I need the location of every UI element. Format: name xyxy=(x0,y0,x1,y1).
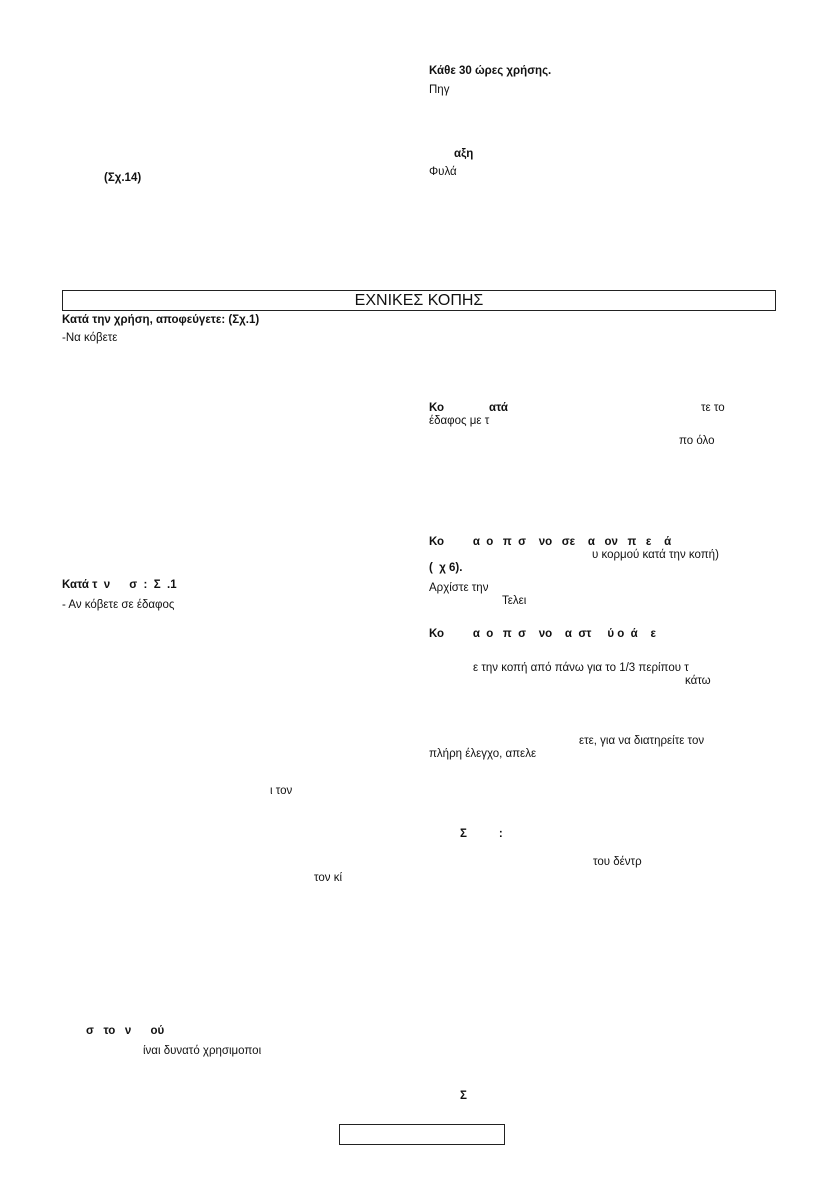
fragment-item: - Αν κόβετε σε έδαφος xyxy=(62,599,175,611)
cut1-head-b: ατά xyxy=(489,402,508,414)
page-number-box xyxy=(339,1124,505,1145)
avoid-item: -Να κόβετε xyxy=(62,332,118,344)
cut4-line-2: πλήρη έλεγχο, απελε xyxy=(429,748,537,760)
cut3-heading: Κο α ο π σ νο α στ ύ ο ά ε xyxy=(429,628,656,640)
cut1-line-2: έδαφος με τ xyxy=(429,415,490,427)
avoid-heading: Κατά την χρήση, αποφεύγετε: (Σχ.1) xyxy=(62,314,260,326)
cut3-line-3: κάτω xyxy=(685,675,711,687)
figure-14-reference: (Σχ.14) xyxy=(104,172,142,184)
fragment-heading-2: σ το ν ού xyxy=(86,1025,165,1037)
cut2-heading: Κο α ο π σ νο σε α ον π ε ά xyxy=(429,536,672,548)
cut4-line-1: ετε, για να διατηρείτε τον xyxy=(579,735,705,747)
fragment-ton: ι τον xyxy=(270,785,293,797)
cut2-line-3: Αρχίστε την xyxy=(429,582,489,594)
section-title: ΕΧΝΙΚΕΣ ΚΟΠΗΣ xyxy=(62,290,776,311)
tree-line: του δέντρ xyxy=(593,856,642,868)
fragment-line-2: ίναι δυνατό χρησιμοποι xyxy=(143,1045,262,1057)
fragment-tonki: τον κί xyxy=(314,872,343,884)
fragment-heading: Κατά τ ν σ : Σ .1 xyxy=(62,579,177,591)
cut1-line-3: πο όλο xyxy=(679,435,715,447)
every-30-hours-heading: Κάθε 30 ώρες χρήσης. xyxy=(429,65,552,77)
every-30-hours-text: Πηγ xyxy=(429,84,450,96)
cut1-tail: τε το xyxy=(701,402,725,414)
cut2-line-2: υ κορμού κατά την κοπή) xyxy=(592,549,719,561)
sigma-bottom: Σ xyxy=(460,1090,467,1102)
cut1-head-a: Κο xyxy=(429,402,445,414)
cut2-figure-ref: ( χ 6). xyxy=(429,562,463,574)
cut3-line-2: ε την κοπή από πάνω για το 1/3 περίπου τ xyxy=(473,662,689,674)
sigma-heading: Σ : xyxy=(460,828,503,840)
axi-fragment: αξη xyxy=(454,148,474,160)
cut2-line-4: Τελει xyxy=(502,595,527,607)
fyla-fragment: Φυλά xyxy=(429,166,457,178)
